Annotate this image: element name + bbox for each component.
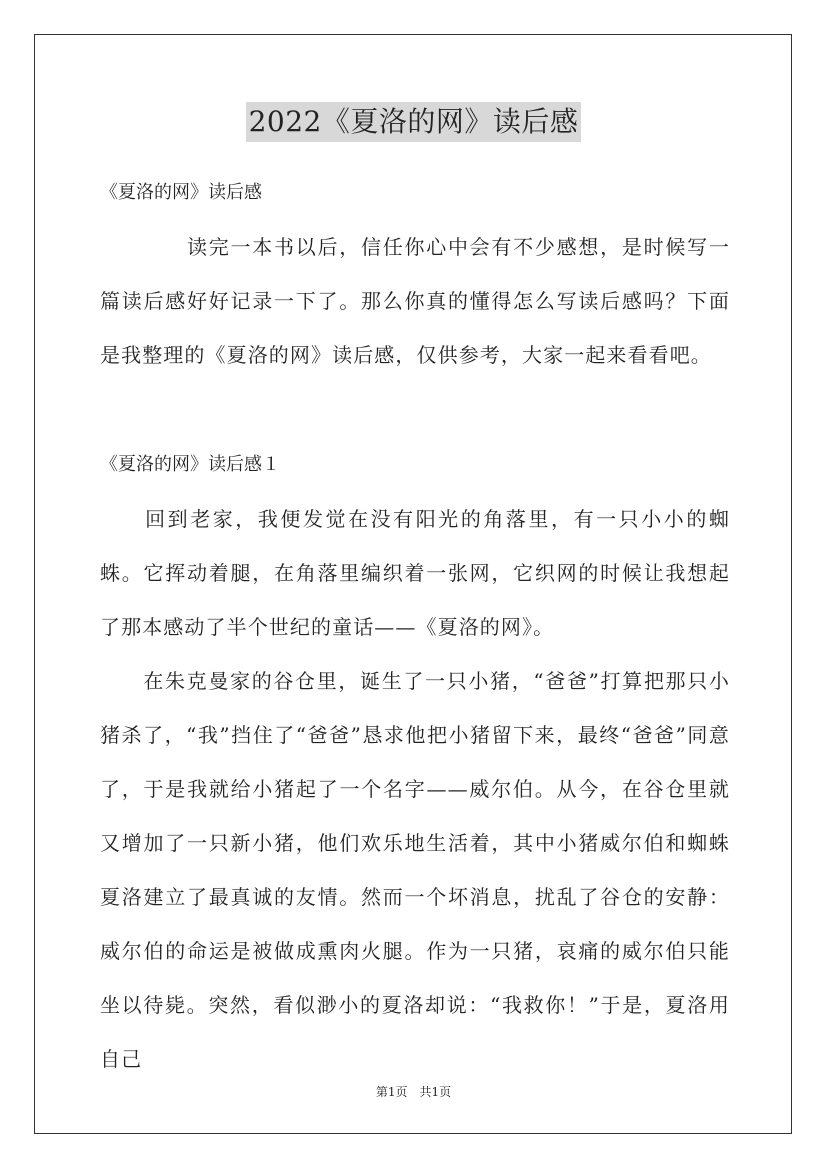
intro-paragraph: 读完一本书以后，信任你心中会有不少感想，是时候写一篇读后感好好记录一下了。那么你真的懂得怎么写读后感吗？下面是我整理的《夏洛的网》读后感，仅供参考，大家一起来看看吧。 [100, 235, 730, 367]
document-subtitle: 《夏洛的网》读后感 [100, 182, 262, 203]
body-paragraph: 回到老家，我便发觉在没有阳光的角落里，有一只小小的蜘蛛。它挥动着腿，在角落里编织着一张网，它织网的时候让我想起了那本感动了半个世纪的童话——《夏洛的网》。 [100, 507, 730, 639]
document-title: 2022《夏洛的网》读后感 [246, 102, 582, 142]
body-paragraph: 在朱克曼家的谷仓里，诞生了一只小猪，“爸爸”打算把那只小猪杀了，“我”挡住了“爸爸”恳求他把小猪留下来，最终“爸爸”同意了，于是我就给小猪起了一个名字——威尔伯。从今，在谷仓里就又增加了一只新小猪，他们欢乐地生活着，其中小猪威尔伯和蜘蛛夏洛建立了最真诚的友情。然而一个坏消息，扰乱了谷仓的安静：威尔伯的命运是被做成熏肉火腿。作为一只猪，哀痛的威尔伯只能坐以待毙。突然，看似渺小的夏洛却说：“我救你！”于是，夏洛用自己 [100, 669, 730, 1071]
title-container [0, 102, 827, 142]
page-footer: 第1页 共1页 [375, 1085, 452, 1099]
section-heading: 《夏洛的网》读后感１ [100, 454, 280, 475]
